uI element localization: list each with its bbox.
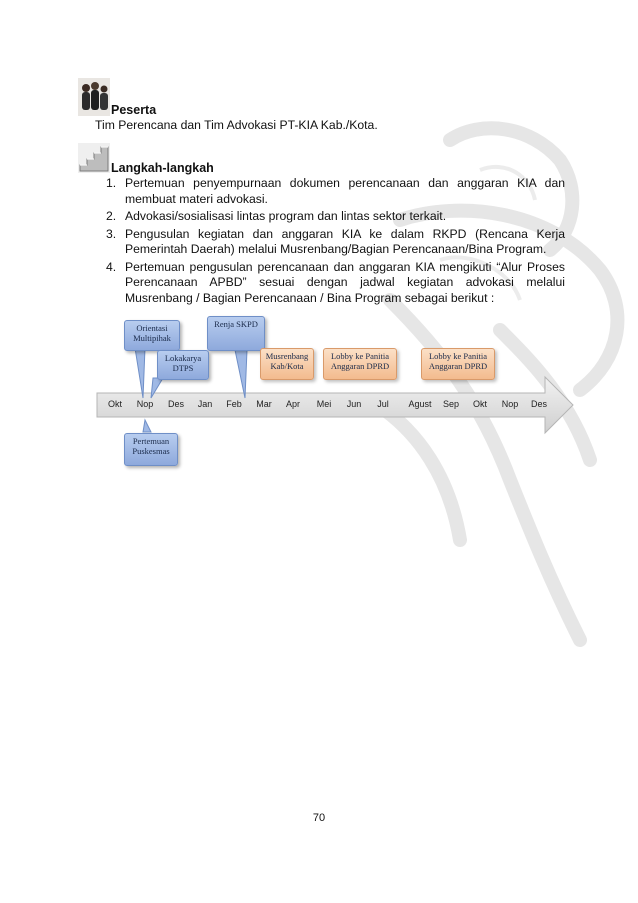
list-item-text: Pertemuan penyempurnaan dokumen perencanaan dan anggaran KIA dan membuat materi advokasi. bbox=[125, 176, 565, 206]
callout-lobby-1-text: Lobby ke Panitia Anggaran DPRD bbox=[330, 351, 390, 371]
list-item-text: Advokasi/sosialisasi lintas program dan lintas sektor terkait. bbox=[125, 209, 447, 223]
list-item-number: 4. bbox=[106, 259, 117, 274]
list-item-number: 2. bbox=[106, 209, 117, 223]
month-label: Mei bbox=[316, 399, 332, 409]
page-number: 70 bbox=[312, 812, 326, 824]
callout-lobby-1 bbox=[323, 348, 397, 380]
month-label: Sep bbox=[442, 399, 459, 409]
month-label: Apr bbox=[285, 399, 300, 409]
list-item bbox=[95, 260, 565, 307]
month-label: Nop bbox=[136, 399, 154, 409]
month-label: Okt bbox=[472, 399, 487, 409]
callout-pertemuan-text: Pertemuan Puskesmas bbox=[132, 436, 170, 456]
callout-pertemuan bbox=[124, 433, 178, 466]
month-label: Agust bbox=[408, 399, 432, 409]
list-item-text: Pengusulan kegiatan dan anggaran KIA ke dalam RKPD (Rencana Kerja Pemerintah Daerah) melalui Musrenbang/Bagian Perencanaan/Bina Program. bbox=[125, 226, 565, 256]
callout-lobby-2-text: Lobby ke Panitia Anggaran DPRD bbox=[428, 351, 488, 371]
list-item-number: 1. bbox=[106, 176, 117, 190]
callout-renja-text: Renja SKPD bbox=[214, 319, 258, 329]
month-label: Des bbox=[167, 399, 184, 409]
month-label: Jan bbox=[197, 399, 213, 409]
callout-renja bbox=[207, 316, 265, 351]
list-item bbox=[95, 209, 565, 225]
callout-lokakarya bbox=[157, 350, 209, 380]
month-label: Des bbox=[530, 399, 547, 409]
stairs-icon bbox=[78, 143, 110, 173]
langkah-title: Langkah-langkah bbox=[111, 161, 214, 175]
month-label: Okt bbox=[107, 399, 122, 409]
list-item-number: 3. bbox=[106, 226, 117, 241]
langkah-list bbox=[95, 176, 565, 308]
list-item-text: Pertemuan pengusulan perencanaan dan anggaran KIA mengikuti “Alur Proses Perencanaan APBD” sesuai dengan jadwal kegiatan advokasi melalui Musrenbang / Bagian Perencanaan / Bina Program sebagai berikut : bbox=[125, 259, 565, 305]
month-label: Mar bbox=[256, 399, 272, 409]
month-label: Feb bbox=[226, 399, 242, 409]
list-item bbox=[95, 176, 565, 207]
month-label: Jul bbox=[377, 399, 389, 409]
callout-musrenbang-text: Musrenbang Kab/Kota bbox=[265, 351, 309, 371]
list-item bbox=[95, 227, 565, 258]
callout-musrenbang bbox=[260, 348, 314, 380]
month-label: Jun bbox=[346, 399, 362, 409]
callout-orientasi-text: Orientasi Multipihak bbox=[133, 323, 171, 343]
peserta-title: Peserta bbox=[111, 103, 157, 117]
people-icon bbox=[78, 78, 110, 116]
callout-orientasi bbox=[124, 320, 180, 351]
peserta-text: Tim Perencana dan Tim Advokasi PT-KIA Kab./Kota. bbox=[95, 118, 378, 132]
callout-lobby-2 bbox=[421, 348, 495, 380]
month-label: Nop bbox=[501, 399, 519, 409]
callout-lokakarya-text: Lokakarya DTPS bbox=[164, 353, 202, 373]
